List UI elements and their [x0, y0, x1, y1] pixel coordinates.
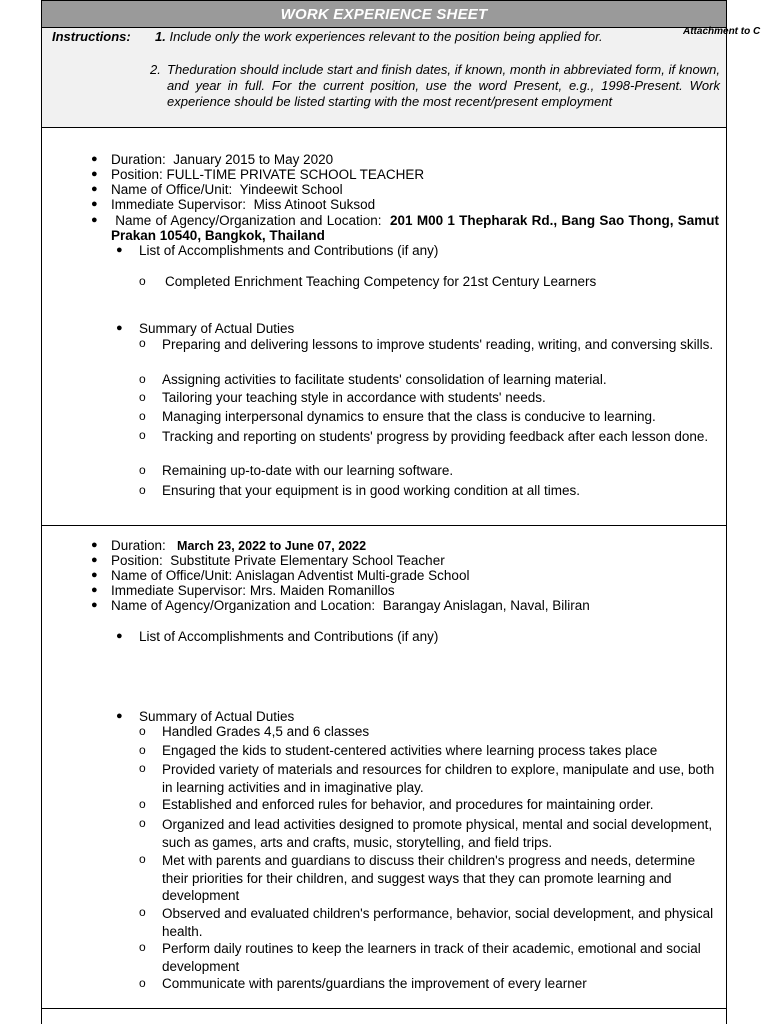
work-entry-1 [42, 128, 726, 525]
circle-bullet-icon: o [139, 743, 146, 757]
position-label: Position: [111, 553, 163, 568]
agency-value: Barangay Anislagan, Naval, Biliran [382, 598, 590, 613]
bullet-icon: ● [91, 198, 98, 210]
duration-row [111, 152, 333, 167]
duty-item: Handled Grades 4,5 and 6 classes [162, 724, 370, 739]
duty-item: Engaged the kids to student-centered activities where learning process takes place [162, 743, 658, 758]
bullet-icon: ● [91, 539, 98, 551]
agency-row [111, 598, 590, 613]
position-label: Position: [111, 167, 163, 182]
office-value: Anislagan Adventist Multi-grade School [235, 568, 470, 583]
circle-bullet-icon: o [139, 940, 146, 954]
duties-label: Summary of Actual Duties [139, 321, 295, 336]
circle-bullet-icon: o [139, 816, 146, 830]
bullet-icon: ● [91, 153, 98, 165]
duty-item: Assigning activities to facilitate students' consolidation of learning material. [162, 372, 607, 387]
supervisor-row [111, 197, 375, 212]
instruction-2-number: 2. [150, 62, 161, 77]
circle-bullet-icon: o [139, 852, 146, 866]
position-value: Substitute Private Elementary School Teacher [170, 553, 445, 568]
bullet-icon: ● [91, 183, 98, 195]
duty-item: Provided variety of materials and resources for children to explore, manipulate and use, both in learning activities and in imaginative play. [162, 762, 715, 795]
agency-value: 201 M00 1 Thepharak Rd., Bang Sao Thong, Samut Prakan 10540, Bangkok, Thailand [111, 213, 719, 244]
position-value: FULL-TIME PRIVATE SCHOOL TEACHER [166, 167, 425, 182]
position-row [111, 167, 424, 182]
duration-value: March 23, 2022 to June 07, 2022 [177, 539, 367, 553]
duty-item: Remaining up-to-date with our learning software. [162, 463, 454, 478]
circle-bullet-icon: o [139, 336, 146, 350]
duty-item: Preparing and delivering lessons to improve students' reading, writing, and conversing skills. [162, 337, 714, 352]
instruction-1-text: Include only the work experiences relevant to the position being applied for. [169, 29, 603, 44]
duty-item: Observed and evaluated children's performance, behavior, social development, and physical health. [162, 906, 714, 939]
circle-bullet-icon: o [139, 761, 146, 775]
bullet-icon: ● [116, 244, 123, 256]
circle-bullet-icon: o [139, 409, 146, 423]
duration-label: Duration: [111, 538, 166, 553]
bullet-icon: ● [116, 630, 123, 642]
duty-item: Managing interpersonal dynamics to ensure that the class is conducive to learning. [162, 409, 656, 424]
sheet-title: WORK EXPERIENCE SHEET [42, 0, 726, 28]
work-entry-2 [42, 526, 726, 1009]
duties-label: Summary of Actual Duties [139, 709, 295, 724]
office-label: Name of Office/Unit: [111, 568, 233, 583]
circle-bullet-icon: o [139, 905, 146, 919]
bullet-icon: ● [91, 569, 98, 581]
office-value: Yindeewit School [239, 182, 343, 197]
supervisor-value: Miss Atinoot Suksod [253, 197, 376, 212]
bullet-icon: ● [116, 710, 123, 722]
instruction-2-text: Theduration should include start and finish dates, if known, month in abbreviated form, if known, and year in full. For the current position, use the word Present, e.g., 1998-Present. Work experience should be listed starting with the most recent/present employment [167, 62, 720, 109]
circle-bullet-icon: o [139, 390, 146, 404]
circle-bullet-icon: o [139, 483, 146, 497]
duty-item: Established and enforced rules for behavior, and procedures for maintaining order. [162, 797, 654, 812]
agency-row [111, 213, 719, 243]
section-divider [42, 1008, 726, 1009]
duration-value: January 2015 to May 2020 [173, 152, 334, 167]
agency-label: Name of Agency/Organization and Location: [115, 213, 382, 228]
bullet-icon: ● [116, 322, 123, 334]
duty-item: Tailoring your teaching style in accordance with students' needs. [162, 390, 546, 405]
bullet-icon: ● [91, 599, 98, 611]
bullet-icon: ● [91, 168, 98, 180]
office-row [111, 182, 343, 197]
accomplishment-item: Completed Enrichment Teaching Competency for 21st Century Learners [165, 274, 597, 289]
office-row [111, 568, 469, 583]
bullet-icon: ● [91, 554, 98, 566]
bullet-icon: ● [91, 214, 98, 226]
instruction-1-number: 1. [155, 29, 166, 44]
circle-bullet-icon: o [139, 976, 146, 990]
duty-item: Ensuring that your equipment is in good working condition at all times. [162, 483, 580, 498]
position-row [111, 553, 445, 568]
supervisor-row [111, 583, 395, 598]
duty-item: Communicate with parents/guardians the improvement of every learner [162, 976, 587, 991]
circle-bullet-icon: o [139, 463, 146, 477]
circle-bullet-icon: o [139, 372, 146, 386]
duration-row [111, 538, 366, 554]
instructions-heading: Instructions: [52, 29, 131, 44]
instruction-item-2 [150, 62, 720, 110]
circle-bullet-icon: o [139, 274, 146, 288]
work-experience-sheet [41, 0, 727, 1024]
duty-item: Tracking and reporting on students' progress by providing feedback after each lesson done. [162, 429, 709, 444]
duty-item: Organized and lead activities designed to promote physical, mental and social development, such as games, arts and crafts, music, storytelling, and field trips. [162, 817, 713, 850]
duration-label: Duration: [111, 152, 166, 167]
accomplishments-label: List of Accomplishments and Contributions (if any) [139, 629, 439, 644]
duty-item: Met with parents and guardians to discuss their children's progress and needs, determine their priorities for their children, and suggest ways that they can promote learning and development [162, 853, 696, 903]
agency-label: Name of Agency/Organization and Location: [111, 598, 376, 613]
supervisor-value: Mrs. Maiden Romanillos [249, 583, 395, 598]
attachment-side-note: Attachment to C [683, 26, 761, 37]
supervisor-label: Immediate Supervisor: [111, 197, 247, 212]
duty-item: Perform daily routines to keep the learners in track of their academic, emotional and social development [162, 941, 701, 974]
bullet-icon: ● [91, 584, 98, 596]
accomplishments-label: List of Accomplishments and Contributions (if any) [139, 243, 439, 258]
circle-bullet-icon: o [139, 724, 146, 738]
instructions-box [42, 28, 726, 128]
circle-bullet-icon: o [139, 428, 146, 442]
office-label: Name of Office/Unit: [111, 182, 233, 197]
supervisor-label: Immediate Supervisor: [111, 583, 247, 598]
instruction-item-1 [155, 29, 603, 45]
circle-bullet-icon: o [139, 797, 146, 811]
